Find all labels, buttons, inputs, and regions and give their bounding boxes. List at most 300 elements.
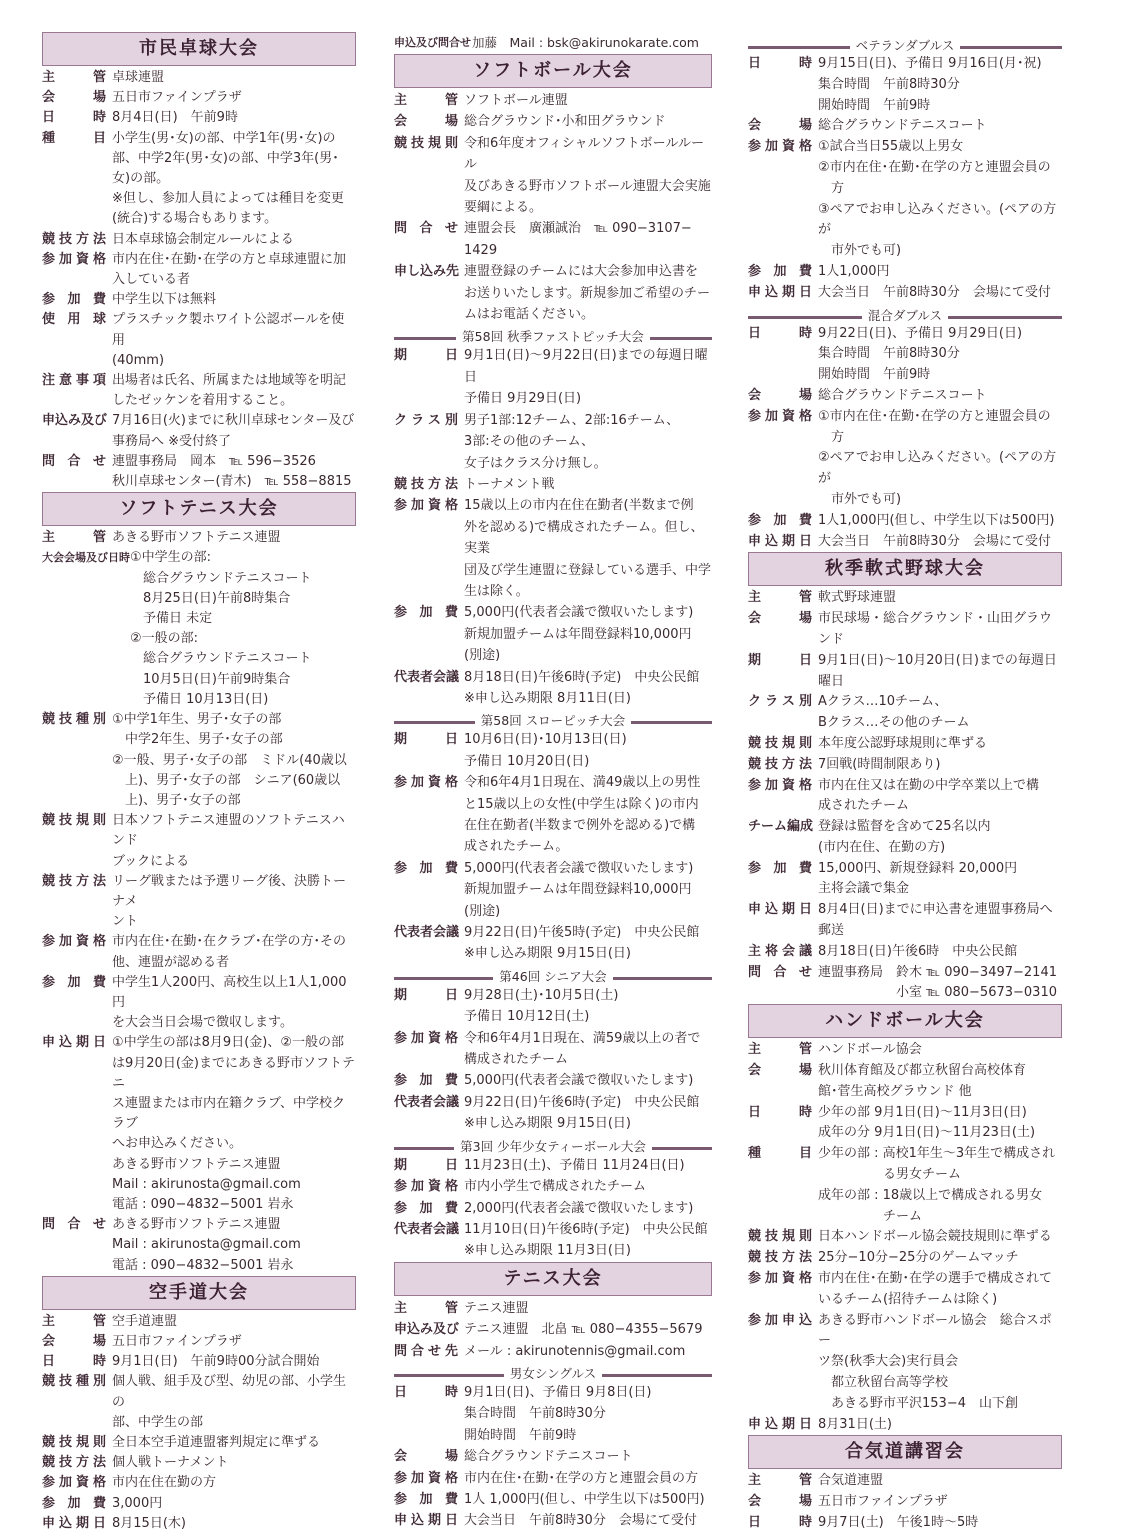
row-value-line: 小学生(男･女)の部、中学1年(男･女)の — [112, 130, 336, 146]
row-value-line: お送りいたします。新規参加ご希望のチー — [464, 285, 710, 301]
row-value-line: 市内在住･在勤･在学の選手で構成されて — [818, 1271, 1053, 1287]
row-value — [818, 1103, 1062, 1145]
row-value-line: 総合グラウンドテニスコート — [130, 651, 312, 667]
row-value — [818, 1227, 1062, 1248]
info-row — [748, 1269, 1062, 1311]
row-label: 主 管 — [748, 590, 812, 606]
row-label: 日 時 — [748, 1104, 812, 1120]
row-value — [112, 1332, 356, 1352]
column-2-blocks — [394, 54, 712, 1532]
row-label: 参加費 — [748, 860, 812, 876]
info-row — [42, 230, 356, 250]
row-value — [464, 667, 712, 710]
row-value-line: ※申し込み期限 11月3日(日) — [464, 1243, 631, 1259]
row-value-line: は9月20日(金)までにあきる野市ソフトテニ — [112, 1055, 355, 1091]
row-value — [464, 729, 712, 772]
row-value-line: Bクラス…その他のチーム — [818, 715, 970, 731]
row-value — [818, 1061, 1062, 1103]
row-label: 参加費 — [394, 1200, 458, 1216]
info-row — [394, 111, 712, 132]
row-label: 種 目 — [748, 1146, 812, 1162]
row-label: 代表者会議 — [394, 669, 460, 685]
row-label: 主 管 — [394, 1300, 458, 1316]
row-label: 会 場 — [748, 118, 812, 134]
row-value — [818, 692, 1062, 734]
row-value-line: ①中学1年生、男子･女子の部 — [112, 712, 282, 728]
row-value — [818, 116, 1062, 137]
row-value — [112, 1453, 356, 1473]
row-value-line: あきる野市ソフトテニス連盟 — [112, 1156, 281, 1172]
row-label: 日 時 — [42, 110, 106, 126]
row-value-line: 予備日 10月20日(日) — [464, 753, 590, 769]
info-row — [394, 90, 712, 111]
row-value — [464, 1198, 712, 1219]
info-row — [748, 942, 1062, 963]
row-label: 日 時 — [748, 56, 812, 71]
row-value — [818, 734, 1062, 755]
row-value-line: 秋川卓球センター(青木) ℡ 558−8815 — [112, 474, 352, 490]
row-value-line: 9月1日(日) 午前9時00分試合開始 — [112, 1354, 320, 1370]
row-value-line: Mail : akirunosta@gmail.com — [112, 1176, 301, 1192]
row-value-line: 五日市ファインプラザ — [112, 90, 242, 106]
row-value-line: 合気道連盟 — [818, 1473, 884, 1489]
sub-section-title: 男女シングルス — [504, 1366, 602, 1381]
row-value-line: 市民球場・総合グラウンド・山田グラウンド — [818, 611, 1053, 647]
row-value-line: 及びあきる野市ソフトボール連盟大会実施 — [464, 178, 711, 194]
row-label: 期 日 — [394, 1157, 458, 1173]
row-value — [464, 1510, 712, 1531]
row-label: 競技規則 — [42, 813, 106, 829]
info-row — [394, 1298, 712, 1319]
row-value — [464, 1028, 712, 1071]
row-value-line: プラスチック製ホワイト公認ボールを使用 — [112, 312, 345, 348]
row-value-line: ツ祭(秋季大会)実行員会 — [818, 1354, 959, 1370]
row-value-line: あきる野市ハンドボール協会 総合スポー — [818, 1312, 1052, 1349]
row-label: 期 日 — [748, 652, 812, 668]
row-value-line: 11月10日(日)午後6時(予定) 中央公民館 — [464, 1221, 708, 1237]
row-label: 日 時 — [748, 1515, 812, 1530]
info-row — [42, 1494, 356, 1514]
section-block — [748, 1435, 1062, 1533]
row-value-line: 郵送 — [818, 923, 845, 939]
info-row — [394, 1028, 712, 1071]
row-label: 参加費 — [394, 1073, 458, 1089]
row-value-line: したゼッケンを着用すること。 — [112, 393, 294, 409]
row-value-line: 要綱による。 — [464, 200, 543, 216]
row-label: 申込み及び — [42, 413, 108, 429]
row-value — [818, 1471, 1062, 1492]
info-row — [748, 1144, 1062, 1227]
row-label: 参加資格 — [394, 1470, 458, 1486]
info-row — [394, 985, 712, 1028]
row-value-line: 8月31日(土) — [818, 1416, 892, 1432]
info-row — [42, 548, 356, 710]
row-value-line: 1429 — [464, 242, 498, 258]
sub-section-header — [394, 713, 712, 729]
row-value — [112, 1352, 356, 1372]
row-label: 参加費 — [394, 605, 458, 621]
row-value-line: 9月1日(日)〜9月22日(日)までの毎週日曜日 — [464, 348, 708, 385]
row-label: 申込期日 — [748, 284, 812, 300]
section-header: 秋季軟式野球大会 — [748, 552, 1062, 586]
row-value — [818, 511, 1062, 532]
row-value — [464, 1070, 712, 1091]
row-value-line: 連盟登録のチームには大会参加申込書を — [464, 264, 699, 280]
info-row — [394, 922, 712, 965]
row-value-line: ※申し込み期限 8月11日(日) — [464, 690, 631, 706]
row-value-line: ①市内在住･在勤･在学の方と連盟会員の — [818, 408, 1051, 424]
row-value-line: メール : akirunotennis@gmail.com — [464, 1343, 686, 1359]
row-value-line: 市内在住･在勤･在学の方と卓球連盟に加 — [112, 251, 347, 267]
section-block — [42, 1276, 356, 1534]
section-header: ソフトテニス大会 — [42, 492, 356, 526]
info-row — [42, 1332, 356, 1352]
info-row — [394, 261, 712, 325]
row-value-line: 予備日 10月12日(土) — [464, 1009, 590, 1025]
section-block — [394, 54, 712, 1262]
info-row — [748, 1471, 1062, 1492]
row-label: 参加費 — [748, 263, 812, 279]
row-value — [112, 872, 356, 933]
row-value — [818, 1492, 1062, 1513]
row-value-line: 総合グラウンドテニスコート — [818, 118, 987, 134]
info-row — [394, 858, 712, 922]
row-value — [112, 371, 356, 411]
info-row — [394, 1092, 712, 1135]
row-value-line: 館･菅生高校グラウンド 他 — [818, 1083, 972, 1099]
row-label: 会 場 — [394, 114, 458, 130]
row-value — [464, 218, 712, 261]
row-value — [464, 772, 712, 858]
info-row — [42, 1372, 356, 1433]
info-row — [42, 811, 356, 872]
row-value — [818, 755, 1062, 776]
row-value-line: 9月22日(日)午後5時(予定) 中央公民館 — [464, 925, 700, 941]
row-value-line: 成されたチーム — [818, 798, 910, 814]
row-value — [464, 410, 712, 474]
row-value — [112, 88, 356, 108]
info-row — [748, 407, 1062, 511]
info-row — [748, 1415, 1062, 1436]
section-block — [42, 32, 356, 492]
row-value-line: ①試合当日55歳以上男女 — [818, 139, 964, 155]
row-value-line: 1人1,000円(但し、中学生以下は500円) — [818, 512, 1055, 528]
row-value — [112, 1372, 356, 1433]
row-value-line: ※但し、参加人員によっては種目を変更 — [112, 191, 344, 207]
info-row — [748, 116, 1062, 137]
row-value — [818, 1248, 1062, 1269]
row-value — [818, 651, 1062, 693]
row-value-line: ント — [112, 914, 139, 930]
row-value-line: 全日本空手道連盟審判規定に準ずる — [112, 1435, 321, 1450]
row-label: 参加資格 — [394, 1179, 458, 1195]
section-header: テニス大会 — [394, 1262, 712, 1296]
row-value-line: テニス連盟 北畠 ℡ 080−4355−5679 — [464, 1322, 703, 1338]
info-row — [748, 1248, 1062, 1269]
info-row — [394, 345, 712, 409]
row-label: 期 日 — [394, 987, 458, 1003]
row-value — [464, 922, 712, 965]
row-label: 主 管 — [394, 93, 458, 108]
row-value-line: ②ペアでお申し込みください。(ペアの方が — [818, 450, 1057, 487]
row-value-line: 予備日 9月29日(日) — [464, 391, 582, 407]
row-value-line: 予備日 10月13日(日) — [130, 691, 269, 707]
row-value-line: ②一般の部: — [130, 631, 199, 647]
row-value-line: 総合グラウンドテニスコート — [130, 570, 312, 586]
row-value-line: 軟式野球連盟 — [818, 590, 897, 606]
row-label: 競技種別 — [42, 1374, 106, 1390]
row-value-line: 大会当日 午前8時30分 会場にて受付 — [464, 1513, 697, 1529]
row-value-line: ③ペアでお申し込みください。(ペアの方が — [818, 201, 1057, 238]
row-label: 申込期日 — [748, 533, 812, 549]
row-value-line: トーナメント戦 — [464, 476, 555, 492]
row-value-line: 構成されたチーム — [464, 1052, 569, 1068]
row-value — [818, 54, 1062, 116]
row-label: クラス別 — [748, 694, 812, 710]
row-value-line: 事務局へ ※受付終了 — [112, 433, 232, 449]
info-row — [42, 528, 356, 548]
row-value — [464, 474, 712, 495]
row-value-line: 中学生1人200円、高校生以上1人1,000円 — [112, 974, 347, 1010]
info-row — [748, 859, 1062, 901]
row-value — [112, 68, 356, 88]
row-value-line: 8月15日(木) — [112, 1515, 186, 1531]
row-value-line: 市内在住在勤の方 — [112, 1475, 217, 1491]
row-value — [464, 261, 712, 325]
row-value-line: チーム — [818, 1208, 923, 1224]
row-value-line: あきる野市平沢153−4 山下創 — [818, 1395, 1018, 1411]
info-row — [748, 755, 1062, 776]
row-value-line: (統合)する場合もあります。 — [112, 211, 278, 227]
info-row — [394, 218, 712, 261]
row-value-line: を大会当日会場で徴収します。 — [112, 1015, 293, 1031]
info-row — [42, 1033, 356, 1215]
sub-section-header — [394, 1139, 712, 1155]
info-row — [394, 1489, 712, 1510]
row-value — [112, 1312, 356, 1332]
row-value-line: 8月25日(日)午前8時集合 — [130, 590, 291, 606]
row-value-line: 5,000円(代表者会議で徴収いたします) — [464, 605, 694, 621]
row-value — [112, 108, 356, 128]
row-value-line: 少年の部 9月1日(日)〜11月3日(日) — [818, 1104, 1027, 1120]
row-label: 主 管 — [42, 1313, 106, 1329]
row-value-line: ハンドボール協会 — [818, 1042, 922, 1058]
info-row — [748, 262, 1062, 283]
row-value-line: 方 — [818, 180, 845, 196]
row-label: 注意事項 — [42, 373, 106, 389]
info-row — [748, 137, 1062, 262]
row-value — [818, 859, 1062, 901]
row-value — [464, 1382, 712, 1446]
row-value-line: 外を認める)で構成されたチーム。但し、実業 — [464, 519, 704, 557]
info-row — [42, 1352, 356, 1372]
info-row — [748, 1311, 1062, 1415]
sub-section-title: 第58回 スローピッチ大会 — [475, 713, 631, 728]
row-value — [464, 90, 712, 111]
row-value-line: 令和6年度オフィシャルソフトボールルール — [464, 135, 704, 173]
row-value — [112, 1433, 356, 1453]
row-label: 主 管 — [748, 1473, 812, 1489]
info-row — [42, 250, 356, 290]
info-row — [42, 710, 356, 811]
row-value-line: 新規加盟チームは年間登録料10,000円 — [464, 626, 692, 642]
row-value-line: 1人1,000円 — [818, 263, 890, 279]
row-value-line: Aクラス…10チーム、 — [818, 694, 948, 710]
row-label: 代表者会議 — [394, 1094, 460, 1110]
row-value-line: 開始時間 午前9時 — [464, 1427, 577, 1443]
row-label: 参加費 — [394, 860, 458, 876]
row-label: 競技規則 — [394, 135, 458, 151]
row-value-line: 日本ソフトテニス連盟のソフトテニスハンド — [112, 813, 345, 849]
row-label: 会 場 — [748, 611, 812, 627]
row-label: 申込み及び — [394, 1322, 460, 1338]
row-label: 申込期日 — [748, 1416, 812, 1432]
info-row — [748, 54, 1062, 116]
sub-section-header — [394, 1366, 712, 1382]
row-value-line: 中学生以下は無料 — [112, 292, 217, 308]
row-value — [464, 1176, 712, 1197]
info-row — [748, 511, 1062, 532]
row-value-line: 新規加盟チームは年間登録料10,000円 — [464, 882, 692, 898]
row-label: 問合せ — [394, 221, 458, 237]
section-header: ハンドボール大会 — [748, 1004, 1062, 1038]
row-value-line: 25分−10分−25分のゲームマッチ — [818, 1250, 1019, 1266]
row-value-line: 日本ハンドボール協会競技規則に準ずる — [818, 1229, 1052, 1245]
info-row — [42, 129, 356, 230]
sub-section-title: 第58回 秋季ファストピッチ大会 — [456, 329, 650, 344]
row-label: 代表者会議 — [394, 925, 460, 941]
row-label: 申込期日 — [394, 1513, 458, 1529]
info-row — [42, 88, 356, 108]
row-value-line: 5,000円(代表者会議で徴収いたします) — [464, 860, 694, 876]
row-value-line: 5,000円(代表者会議で徴収いたします) — [464, 1073, 694, 1089]
row-label: 申込期日 — [748, 902, 812, 918]
row-value — [112, 1514, 356, 1534]
row-value-line: 市内在住又は在勤の中学卒業以上で構 — [818, 777, 1040, 793]
info-row — [394, 1176, 712, 1197]
row-value — [818, 324, 1062, 386]
sub-section-header — [748, 38, 1062, 54]
row-value — [464, 345, 712, 409]
row-value — [112, 811, 356, 872]
row-label: 会 場 — [42, 1333, 106, 1349]
info-row — [394, 1446, 712, 1467]
section-block — [748, 1004, 1062, 1435]
row-value — [464, 1298, 712, 1319]
section-header: 市民卓球大会 — [42, 32, 356, 66]
row-value-line: 集合時間 午前8時30分 — [464, 1406, 606, 1422]
row-value — [818, 532, 1062, 553]
row-value-line: る男女チーム — [818, 1167, 962, 1183]
row-value-line: 15,000円、新規登録料 20,000円 — [818, 860, 1018, 876]
row-label: 主 管 — [42, 530, 106, 546]
row-value-line: 予備日 未定 — [130, 611, 213, 627]
info-row — [42, 1215, 356, 1276]
info-row — [394, 667, 712, 710]
row-value — [464, 602, 712, 666]
row-label: 競技種別 — [42, 712, 106, 728]
info-row — [394, 1510, 712, 1531]
row-value-line: 連盟会長 廣瀬誠治 ℡ 090−3107− — [464, 221, 692, 237]
row-value — [112, 310, 356, 371]
row-value-line: 市外でも可) — [818, 491, 902, 507]
row-value-line: ムはお電話ください。 — [464, 307, 595, 323]
info-row — [42, 310, 356, 371]
row-value-line: 大会当日 午前8時30分 会場にて受付 — [818, 284, 1051, 300]
row-value-line: (別途) — [464, 648, 501, 664]
row-value-line: 開始時間 午前9時 — [818, 97, 931, 113]
info-row — [394, 602, 712, 666]
row-label: 参加費 — [394, 1491, 458, 1507]
row-value-line: 出場者は氏名、所属または地域等を明記 — [112, 373, 347, 389]
row-value — [818, 963, 1062, 1005]
row-value — [464, 495, 712, 602]
row-value-line: (別途) — [464, 903, 501, 919]
row-value — [818, 1040, 1062, 1061]
info-row — [748, 651, 1062, 693]
karate-contact-label: 申込及び問合せ — [394, 36, 471, 49]
info-row — [748, 692, 1062, 734]
info-row — [394, 495, 712, 602]
row-value-line: 15歳以上の市内在住在勤者(半数まで例 — [464, 498, 694, 514]
row-value-line: 電話 : 090−4832−5001 岩永 — [112, 1196, 294, 1212]
row-label: 日 時 — [748, 325, 812, 341]
row-value-line: 市外でも可) — [818, 243, 902, 259]
row-value-line: と15歳以上の女性(中学生は除く)の市内 — [464, 796, 699, 812]
row-value-line: ②一般、男子･女子の部 ミドル(40歳以 — [112, 752, 347, 768]
info-row — [748, 1061, 1062, 1103]
row-value-line: 部、中学2年(男･女)の部、中学3年(男･ — [112, 150, 339, 166]
info-row — [394, 1155, 712, 1176]
row-value — [464, 1446, 712, 1467]
row-value-line: 都立秋留台高等学校 — [818, 1375, 949, 1391]
row-label: 参加資格 — [394, 498, 458, 514]
info-row — [394, 1219, 712, 1262]
row-value — [818, 817, 1062, 859]
row-value-line: Mail : akirunosta@gmail.com — [112, 1237, 301, 1253]
sub-section-title: 第3回 少年少女ティーボール大会 — [454, 1139, 652, 1154]
row-value — [464, 1468, 712, 1489]
row-value-line: 総合グラウンドテニスコート — [818, 387, 987, 403]
row-value — [112, 1473, 356, 1493]
row-value-line: ス連盟または市内在籍クラブ、中学校クラブ — [112, 1095, 345, 1132]
row-value — [112, 129, 356, 230]
row-label: 会 場 — [42, 90, 106, 106]
column-1 — [42, 32, 356, 1534]
sub-section-header — [748, 308, 1062, 324]
row-value-line: 9月22日(日)午後6時(予定) 中央公民館 — [464, 1094, 700, 1110]
row-label: 申込期日 — [42, 1515, 106, 1531]
section-header: 合気道講習会 — [748, 1435, 1062, 1469]
row-value-line: いるチーム(招待チームは除く) — [818, 1291, 998, 1307]
row-value-line: リーグ戦または予選リーグ後、決勝トーナメ — [112, 873, 347, 909]
row-label: 使用球 — [42, 312, 106, 328]
row-value-line: ②市内在住･在勤･在学の方と連盟会員の — [818, 159, 1051, 175]
info-row — [748, 817, 1062, 859]
section-block — [42, 492, 356, 1276]
row-value-line: へお申込みください。 — [112, 1136, 243, 1152]
row-value-line: 小室 ℡ 080−5673−0310 — [818, 985, 1057, 1001]
row-value-line: 入している者 — [112, 272, 191, 288]
info-row — [42, 411, 356, 451]
row-value-line: 日本卓球協会制定ルールによる — [112, 231, 294, 247]
row-value-line: 本年度公認野球規則に準ずる — [818, 735, 988, 751]
row-value — [464, 1319, 712, 1340]
info-row — [748, 283, 1062, 304]
karate-contact-text: 加藤 Mail : bsk@akirunokarate.com — [472, 35, 699, 50]
info-row — [42, 1453, 356, 1473]
row-value — [112, 230, 356, 250]
